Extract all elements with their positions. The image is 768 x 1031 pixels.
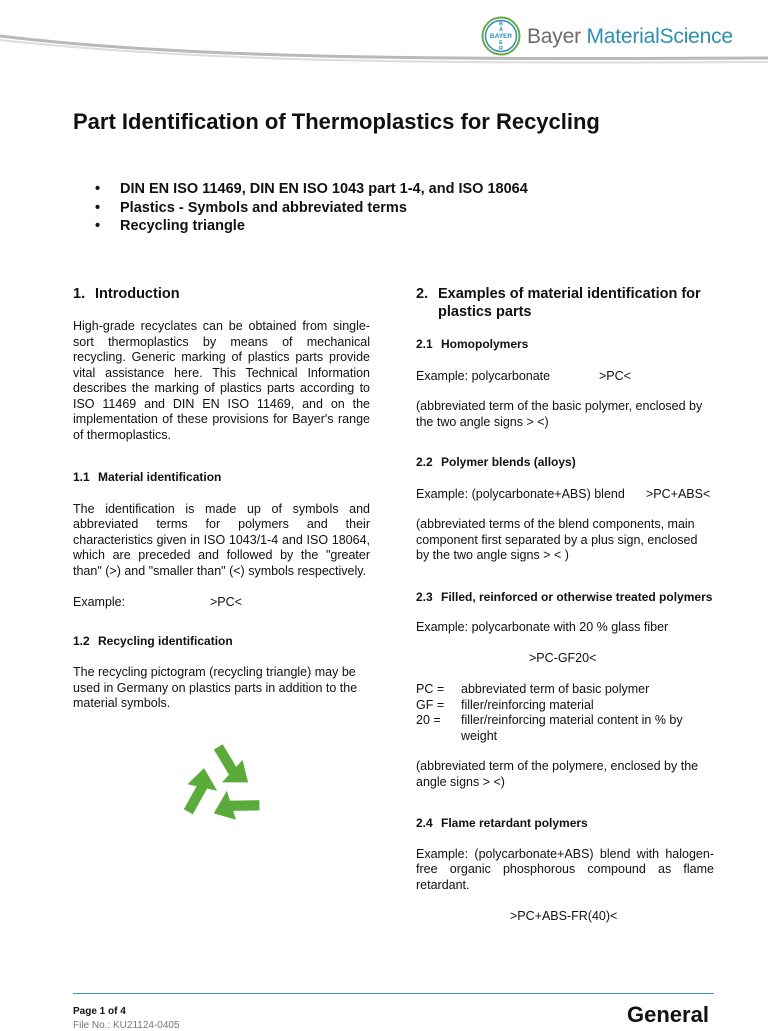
section-2-4-heading: 2.4 Flame retardant polymers — [416, 816, 588, 830]
recycling-triangle-icon — [166, 732, 278, 844]
example-code: >PC< — [599, 368, 631, 383]
brand-materialscience: MaterialScience — [586, 25, 733, 48]
example-label: Example: (polycarbonate+ABS) blend — [416, 486, 625, 501]
document-title: Part Identification of Thermoplastics for Recycling — [73, 109, 600, 134]
intro-paragraph: High-grade recyclates can be obtained from single-sort thermoplastics by means of mechanical recycling. Generic marking of plastics parts provide vital assistance here. This Technical Information describes the marking of plastics parts according to ISO 11469 and DIN EN ISO 11469, and on the implementation of these provisions for Bayer's range of thermoplastics. — [73, 319, 370, 442]
svg-text:BAYER: BAYER — [489, 33, 513, 40]
bayer-cross-logo-icon — [481, 16, 521, 56]
abbreviation-legend — [416, 682, 714, 744]
homopolymer-note: (abbreviated term of the basic polymer, enclosed by the two angle signs > <) — [416, 399, 703, 429]
left-column — [73, 285, 370, 844]
example-row — [416, 487, 714, 503]
footer-divider — [73, 993, 714, 994]
section-2-2-heading: 2.2 Polymer blends (alloys) — [416, 455, 576, 469]
section-1-1-heading: 1.1 Material identification — [73, 470, 222, 484]
filled-example: Example: polycarbonate with 20 % glass fiber — [416, 620, 669, 634]
example-row — [416, 369, 714, 385]
standards-bullet-list — [95, 180, 528, 236]
section-2-1-heading: 2.1 Homopolymers — [416, 337, 529, 351]
bullet-item: • DIN EN ISO 11469, DIN EN ISO 1043 part 1-4, and ISO 18064 — [95, 180, 528, 199]
flame-retardant-example: Example: (polycarbonate+ABS) blend with halogen-free organic phosphorous compound as flame retardant. — [416, 846, 714, 892]
filled-note: (abbreviated term of the polymere, enclosed by the angle signs > <) — [416, 759, 699, 789]
legend-row: PC = abbreviated term of basic polymer — [416, 682, 650, 696]
brand-wordmark — [527, 25, 733, 49]
page-number: Page 1 of 4 — [73, 1006, 126, 1017]
example-row — [73, 595, 370, 611]
example-label: Example: polycarbonate — [416, 368, 551, 383]
section-1-2-heading: 1.2 Recycling identification — [73, 633, 233, 648]
legend-row: 20 = filler/reinforcing material content in % by weight — [416, 713, 683, 743]
svg-text:R: R — [499, 46, 503, 52]
svg-text:E: E — [499, 40, 503, 46]
flame-retardant-code: >PC+ABS-FR(40)< — [510, 909, 618, 923]
filled-code: >PC-GF20< — [529, 650, 597, 665]
material-identification-paragraph: The identification is made up of symbols and abbreviated terms for polymers and their characteristics given in ISO 1043/1-4 and ISO 18064, which are preceded and followed by the "greater than" (>) and "smaller than" (<) symbols respectively. — [73, 501, 370, 578]
file-number: File No.: KU21124-0405 — [73, 1020, 180, 1031]
section-2-heading: 2. Examples of material identification for plastics parts — [416, 286, 701, 320]
bullet-item: • Recycling triangle — [95, 217, 528, 236]
brand-bayer: Bayer — [527, 25, 587, 48]
recycling-identification-paragraph: The recycling pictogram (recycling triangle) may be used in Germany on plastics parts in addition to the material symbols. — [73, 665, 358, 710]
svg-text:A: A — [499, 27, 503, 33]
right-column — [416, 285, 714, 925]
svg-text:B: B — [499, 21, 503, 28]
example-label: Example: — [73, 595, 126, 609]
example-code: >PC< — [210, 595, 242, 609]
blend-note: (abbreviated terms of the blend components, main component first separated by a plus sign, enclosed by the two angle signs > < ) — [416, 517, 698, 562]
section-2-3-heading: 2.3 Filled, reinforced or otherwise treated polymers — [416, 589, 713, 604]
footer-category: General — [627, 1002, 709, 1027]
example-code: >PC+ABS< — [646, 486, 711, 501]
bullet-item: • Plastics - Symbols and abbreviated terms — [95, 199, 528, 218]
legend-row: GF = filler/reinforcing material — [416, 697, 594, 712]
section-1-heading: 1. Introduction — [73, 286, 180, 302]
